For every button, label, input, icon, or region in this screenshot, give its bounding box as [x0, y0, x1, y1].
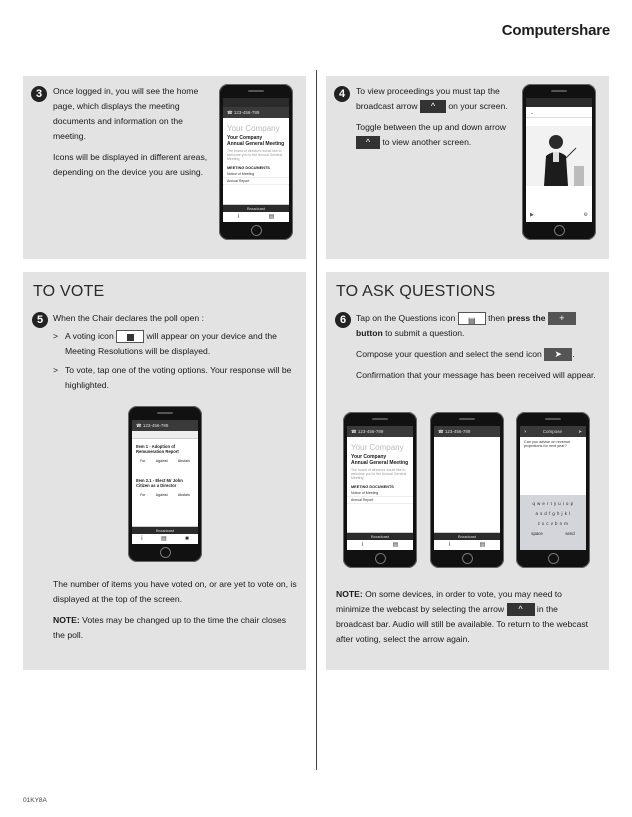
vote-abstain-button[interactable]: Abstain [177, 493, 190, 497]
phone-questions-screen [430, 412, 504, 568]
resolution-item: Item 1 - Adoption of Remuneration Report [136, 444, 179, 454]
bullet-marker: > [53, 331, 59, 341]
phone-vote-screen [128, 406, 202, 562]
send-icon: ➤ [544, 348, 572, 361]
questions-note: NOTE: On some devices, in order to vote, you may need to minimize the webcast by selecting the arrow ^ in the broadcast bar. Audio will still be available. To return to the webcast after voting, select the arrow again. [336, 589, 589, 644]
info-icon[interactable]: i [141, 536, 143, 542]
info-icon[interactable]: i [237, 214, 240, 220]
vote-icon[interactable]: ■ [185, 536, 189, 542]
vote-footer-text [53, 577, 298, 649]
vote-against-button[interactable]: Against [155, 459, 168, 463]
questions-icon[interactable]: ▤ [392, 542, 399, 548]
questions-icon[interactable]: ▤ [161, 536, 167, 542]
phone-home-screen [343, 412, 417, 568]
send-key[interactable]: send [565, 531, 575, 536]
step3-para2: Icons will be displayed in different areas, depending on the device you are using. [53, 152, 208, 177]
vote-for-button[interactable]: For [140, 493, 146, 497]
phone-number-bar: ☎ 123-456-789 [434, 426, 500, 437]
step4-text [356, 84, 516, 156]
phone-icon: ☎ [136, 423, 142, 428]
vote-panel [23, 272, 306, 670]
phone-number-bar: ☎ 123-456-789 [132, 420, 198, 431]
documents-heading: MEETING DOCUMENTS [351, 485, 394, 489]
company-placeholder: Your Company [227, 124, 280, 133]
computershare-logo: Computershare [501, 22, 610, 39]
speaker-video [526, 126, 592, 186]
step4-panel [326, 76, 609, 259]
info-icon[interactable]: i [448, 542, 451, 548]
close-icon[interactable]: × [524, 429, 527, 434]
company-placeholder: Your Company [351, 443, 404, 452]
step3-para1: Once logged in, you will see the home page, which displays the meeting documents and information on the meeting. [53, 86, 199, 141]
questions-icon[interactable]: ▤ [479, 542, 486, 548]
compose-header: × Compose ➤ [520, 426, 586, 437]
vote-for-button[interactable]: For [140, 459, 146, 463]
info-icon[interactable]: i [361, 542, 364, 548]
vote-heading: TO VOTE [33, 283, 105, 300]
step3-panel [23, 76, 306, 259]
broadcast-arrow-icon: ^ [420, 100, 446, 113]
meeting-title-1: Your Company [227, 135, 263, 141]
question-input[interactable]: Can you advise on revenue projections for next year? [524, 440, 571, 448]
questions-panel [326, 272, 609, 670]
questions-icon[interactable]: ▤ [268, 214, 275, 220]
voting-icon [116, 330, 144, 343]
phone-broadcast-screen [522, 84, 596, 240]
vote-abstain-button[interactable]: Abstain [177, 459, 190, 463]
phone-compose-screen [516, 412, 590, 568]
meeting-title-2: Annual General Meeting [351, 460, 409, 466]
step-number-3: 3 [31, 86, 47, 102]
welcome-text: The board of directors would like to welcome you to the Annual General Meeting [227, 149, 283, 161]
documents-heading: MEETING DOCUMENTS [227, 166, 270, 170]
vote-against-button[interactable]: Against [155, 493, 168, 497]
doc-link[interactable]: Annual Report [347, 497, 413, 504]
keyboard[interactable]: q w e r t y u i o p a s d f g h j k l z x c v b n m space send [520, 495, 586, 550]
welcome-text: The board of directors would like to welcome you to the Annual General Meeting [351, 468, 407, 480]
doc-link[interactable]: Annual Report [223, 178, 289, 185]
document-code: 01KY8A [23, 797, 47, 804]
questions-para3: Confirmation that your message has been received will appear. [356, 370, 596, 380]
send-icon[interactable]: ➤ [578, 429, 582, 434]
phone-number-bar: ☎ 123-456-789 [223, 107, 289, 118]
questions-icon: ▤ [458, 312, 486, 325]
phone-icon: ☎ [351, 429, 357, 434]
step-number-4: 4 [334, 86, 350, 102]
play-icon[interactable]: ▶ [530, 212, 534, 218]
vote-note-label: NOTE: [53, 615, 80, 625]
toggle-arrow-icon: ^ [356, 136, 380, 149]
center-divider [316, 70, 317, 770]
phone-number-bar: ☎ 123-456-789 [347, 426, 413, 437]
step4-line-d: to view another screen. [382, 137, 472, 147]
space-key[interactable]: space [531, 531, 543, 536]
broadcast-bar[interactable]: Broadcast [223, 205, 289, 212]
questions-note-label: NOTE: [336, 589, 363, 599]
broadcast-bar[interactable]: Broadcast [132, 527, 198, 534]
step4-line-c: Toggle between the up and down arrow [356, 122, 507, 132]
vote-intro: When the Chair declares the poll open : [53, 313, 204, 323]
vote-note-text: Votes may be changed up to the time the chair closes the poll. [53, 615, 287, 640]
bullet-marker: > [53, 365, 59, 375]
vote-para1: The number of items you have voted on, or are yet to vote on, is displayed at the top of the screen. [53, 579, 297, 604]
doc-link[interactable]: Notice of Meeting [223, 171, 289, 178]
meeting-title-1: Your Company [351, 454, 387, 460]
questions-heading: TO ASK QUESTIONS [336, 283, 496, 300]
plus-button-icon: + [548, 312, 576, 325]
settings-icon[interactable]: ⚙ [583, 212, 588, 218]
minimize-arrow-icon: ^ [507, 603, 535, 616]
phone-icon: ☎ [438, 429, 444, 434]
broadcast-bar[interactable]: Broadcast [434, 533, 500, 540]
step4-line-a: To view proceedings you must tap the broadcast arrow [356, 86, 500, 111]
step3-text [53, 84, 208, 186]
broadcast-bar[interactable]: Broadcast [347, 533, 413, 540]
step4-line-b: on your screen. [448, 101, 508, 111]
doc-link[interactable]: Notice of Meeting [347, 490, 413, 497]
step-number-6: 6 [335, 312, 351, 328]
down-arrow-icon[interactable]: ⌄ [530, 110, 534, 115]
vote-bullets: > A voting icon will appear on your device and the Meeting Resolutions will be displayed. > To vote, tap one of the voting options. Your response will be highlighted. [53, 329, 298, 393]
broadcast-header [526, 107, 592, 118]
step-number-5: 5 [32, 312, 48, 328]
phone-home-screen [219, 84, 293, 240]
phone-icon: ☎ [227, 110, 233, 115]
meeting-title-2: Annual General Meeting [227, 141, 285, 147]
resolution-item: Item 2.1 - Elect Mr John Citizen as a Director [136, 478, 183, 488]
questions-text: Tap on the Questions icon ▤ then press the + button to submit a question. Compose your question and select the send icon ➤ . Confirmation that your message has been received will appear. [356, 311, 604, 389]
